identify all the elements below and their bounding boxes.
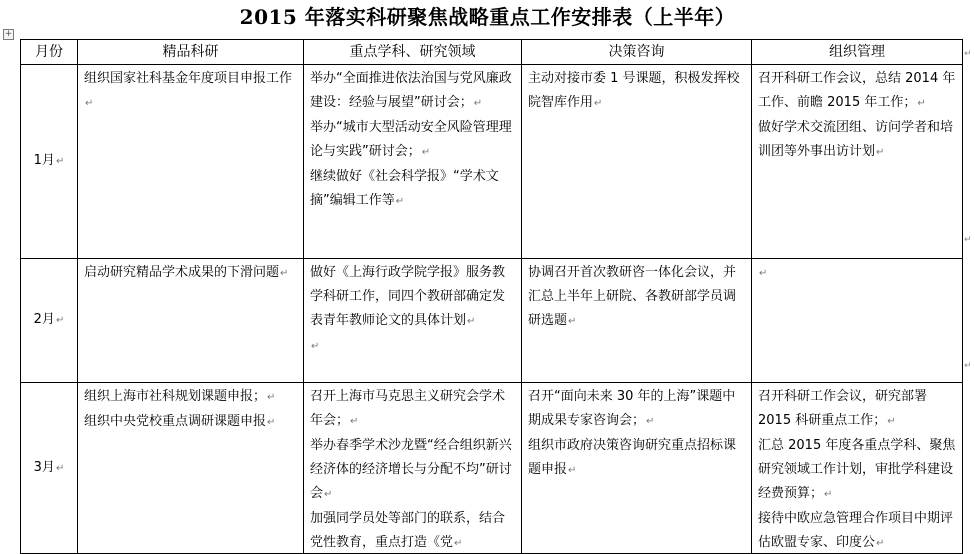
header-management: 组织管理 — [752, 40, 963, 65]
cell-text — [310, 116, 515, 165]
cell-research[interactable] — [78, 259, 304, 383]
cell-text — [310, 165, 515, 214]
cell-text — [528, 67, 745, 116]
row-end-mark-icon: ↵ — [964, 361, 972, 371]
cell-text — [310, 385, 515, 434]
paragraph-mark-icon: ↵ — [324, 489, 333, 500]
paragraph-mark-icon: ↵ — [887, 416, 896, 427]
paragraph-mark-icon: ↵ — [594, 98, 603, 109]
cell-text — [758, 434, 956, 507]
cell-paragraph: 启动研究精品学术成果的下滑问题 — [84, 265, 280, 280]
cell-consulting[interactable] — [522, 65, 752, 259]
cell-paragraph: 召开“面向未来 30 年的上海”课题中期成果专家咨询会； — [528, 389, 736, 428]
paragraph-mark-icon: ↵ — [311, 341, 320, 352]
paragraph-mark-icon: ↵ — [646, 416, 655, 427]
cell-consulting[interactable] — [522, 259, 752, 383]
paragraph-mark-icon: ↵ — [824, 489, 833, 500]
paragraph-mark-icon: ↵ — [568, 465, 577, 476]
table-row — [21, 383, 963, 554]
paragraph-mark-icon: ↵ — [568, 316, 577, 327]
paragraph-mark-icon: ↵ — [917, 98, 926, 109]
paragraph-mark-icon: ↵ — [421, 147, 431, 158]
schedule-table — [20, 39, 963, 554]
month-cell[interactable] — [21, 383, 78, 554]
table-header-row — [21, 40, 963, 65]
paragraph-mark-icon: ↵ — [759, 268, 768, 279]
paragraph-mark-icon: ↵ — [267, 392, 276, 403]
cell-paragraph: 举办“城市大型活动安全风险管理理论与实践”研讨会； — [310, 120, 512, 159]
cell-paragraph: 举办春季学术沙龙暨“经合组织新兴经济体的经济增长与分配不均”研讨会 — [310, 438, 512, 501]
cell-paragraph: 组织上海市社科规划课题申报； — [84, 389, 267, 404]
cell-text — [84, 261, 297, 286]
month-cell[interactable] — [21, 65, 78, 259]
cell-text — [84, 410, 297, 435]
cell-paragraph: 组织国家社科基金年度项目申报工作 — [84, 71, 293, 86]
header-research: 精品科研 — [78, 40, 304, 65]
cell-research[interactable] — [78, 65, 304, 259]
paragraph-mark-icon: ↵ — [454, 538, 463, 549]
cell-paragraph: 组织市政府决策咨询研究重点招标课题申报 — [528, 438, 737, 477]
paragraph-mark-icon: ↵ — [55, 156, 65, 167]
cell-research[interactable] — [78, 383, 304, 554]
table-row — [21, 259, 963, 383]
cell-disciplines[interactable] — [304, 383, 522, 554]
table-row — [21, 65, 963, 259]
cell-paragraph: 做好《上海行政学院学报》服务教学科研工作，同四个教研部确定发表青年教师论文的具体计划 — [310, 265, 506, 328]
cell-paragraph: 接待中欧应急管理合作项目中期评估欧盟专家、印度公 — [758, 511, 954, 550]
cell-text — [758, 261, 956, 286]
cell-text — [84, 385, 297, 410]
cell-disciplines[interactable] — [304, 259, 522, 383]
cell-text — [528, 434, 745, 483]
paragraph-mark-icon: ↵ — [280, 268, 289, 279]
cell-text — [528, 385, 745, 434]
paragraph-mark-icon: ↵ — [55, 315, 65, 326]
cell-paragraph: 举办“全面推进依法治国与党风廉政建设：经验与展望”研讨会； — [310, 71, 512, 110]
cell-text — [310, 261, 515, 334]
cell-text — [310, 67, 515, 116]
page-title: 2015 年落实科研聚焦战略重点工作安排表（上半年） — [239, 5, 736, 29]
cell-paragraph: 主动对接市委 1 号课题，积极发挥校院智库作用 — [528, 71, 740, 110]
paragraph-mark-icon: ↵ — [55, 462, 65, 474]
cell-paragraph: 召开科研工作会议，研究部署 2015 科研重点工作； — [758, 389, 932, 428]
month-cell[interactable] — [21, 259, 78, 383]
cell-management[interactable] — [752, 65, 963, 259]
cell-text — [310, 434, 515, 507]
cell-paragraph: 加强同学员处等部门的联系，结合党性教育，重点打造《党 — [310, 511, 506, 550]
paragraph-mark-icon: ↵ — [267, 417, 276, 428]
header-consulting: 决策咨询 — [522, 40, 752, 65]
month-label: 3月 — [33, 459, 55, 475]
cell-consulting[interactable] — [522, 383, 752, 554]
paragraph-mark-icon: ↵ — [467, 316, 476, 327]
cell-management[interactable] — [752, 259, 963, 383]
cell-text — [84, 67, 297, 116]
cell-paragraph: 组织中央党校重点调研课题申报 — [84, 414, 267, 429]
paragraph-mark-icon: ↵ — [350, 416, 359, 427]
row-end-mark-icon: ↵ — [964, 235, 972, 245]
month-label: 1月 — [33, 153, 55, 168]
header-disciplines: 重点学科、研究领域 — [304, 40, 522, 65]
cell-management[interactable] — [752, 383, 963, 554]
cell-text — [758, 67, 956, 116]
cell-paragraph: 召开科研工作会议，总结 2014 年工作、前瞻 2015 年工作； — [758, 71, 956, 110]
paragraph-mark-icon: ↵ — [876, 147, 885, 158]
cell-paragraph: 继续做好《社会科学报》“学术文摘”编辑工作等 — [310, 169, 499, 208]
cell-text — [310, 507, 515, 553]
row-end-mark-icon: ↵ — [964, 49, 972, 59]
cell-text — [758, 507, 956, 553]
paragraph-mark-icon: ↵ — [876, 538, 885, 549]
cell-text — [528, 261, 745, 334]
cell-text — [310, 334, 515, 359]
month-label: 2月 — [33, 312, 55, 327]
cell-paragraph: 汇总 2015 年度各重点学科、聚焦研究领域工作计划，审批学科建设经费预算； — [758, 438, 956, 501]
table-move-handle-icon[interactable]: + — [4, 29, 13, 39]
cell-text — [758, 116, 956, 165]
paragraph-mark-icon: ↵ — [85, 98, 94, 109]
cell-paragraph: 协调召开首次教研咨一体化会议，并汇总上半年上研院、各教研部学员调研选题 — [528, 265, 737, 328]
cell-paragraph: 做好学术交流团组、访问学者和培训团等外事出访计划 — [758, 120, 954, 159]
paragraph-mark-icon: ↵ — [473, 98, 483, 109]
cell-disciplines[interactable] — [304, 65, 522, 259]
cell-paragraph: 召开上海市马克思主义研究会学术年会； — [310, 389, 506, 428]
header-month: 月份 — [21, 40, 78, 65]
cell-text — [758, 385, 956, 434]
paragraph-mark-icon: ↵ — [395, 196, 405, 207]
